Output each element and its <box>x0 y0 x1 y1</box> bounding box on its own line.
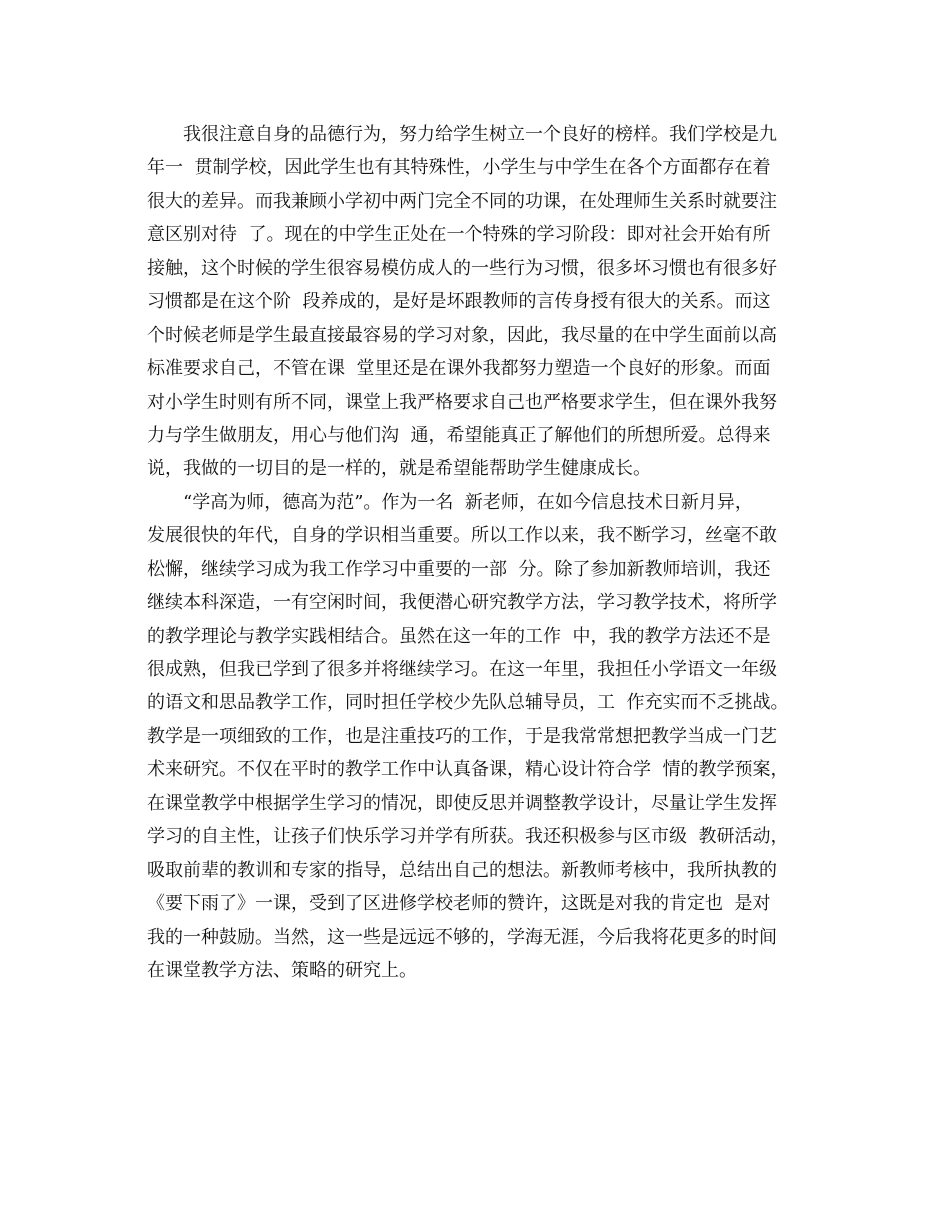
paragraph-continuous-learning <box>147 486 807 988</box>
paragraph-line: 我很注意自身的品德行为，努力给学生树立一个良好的榜样。我们学校是九 <box>183 124 777 145</box>
paragraph-line: 很成熟，但我已学到了很多并将继续学习。在这一年里，我担任小学语文一年级 <box>147 659 777 680</box>
paragraph-line: 个时候老师是学生最直接最容易的学习对象，因此，我尽量的在中学生面前以高 <box>147 324 777 346</box>
paragraph-line: 松懈，继续学习成为我工作学习中重要的一部 分。除了参加新教师培训，我还 <box>147 558 771 580</box>
paragraph-line: 标准要求自己，不管在课 堂里还是在课外我都努力塑造一个良好的形象。而面 <box>147 358 771 380</box>
paragraph-line: 意区别对待 了。现在的中学生正处在一个特殊的学习阶段：即对社会开始有所 <box>147 224 771 246</box>
paragraph-line: 的语文和思品教学工作，同时担任学校少先队总辅导员，工 作充实而不乏挑战。 <box>147 692 789 714</box>
paragraph-line: 在课堂教学方法、策略的研究上。 <box>147 959 417 981</box>
paragraph-line: 很大的差异。而我兼顾小学初中两门完全不同的功课，在处理师生关系时就要注 <box>147 190 777 212</box>
paragraph-line: 继续本科深造，一有空闲时间，我便潜心研究教学方法，学习教学技术，将所学 <box>147 592 777 614</box>
paragraph-line: 习惯都是在这个阶 段养成的，是好是坏跟教师的言传身授有很大的关系。而这 <box>147 291 771 313</box>
paragraph-line: 年一 贯制学校，因此学生也有其特殊性，小学生与中学生在各个方面都存在着 <box>147 157 771 179</box>
paragraph-line: 发展很快的年代，自身的学识相当重要。所以工作以来，我不断学习，丝毫不敢 <box>147 525 777 547</box>
paragraph-line: 吸取前辈的教训和专家的指导，总结出自己的想法。新教师考核中，我所执教的 <box>147 859 777 881</box>
paragraph-line: 力与学生做朋友，用心与他们沟 通，希望能真正了解他们的所想所爱。总得来 <box>147 424 771 446</box>
paragraph-line: 《要下雨了》一课，受到了区进修学校老师的赞许，这既是对我的肯定也 是对 <box>147 893 771 915</box>
paragraph-line: 教学是一项细致的工作，也是注重技巧的工作，于是我常常想把教学当成一门艺 <box>147 725 777 747</box>
paragraph-line: 术来研究。不仅在平时的教学工作中认真备课，精心设计符合学 情的教学预案， <box>147 759 789 781</box>
paragraph-line: 说，我做的一切目的是一样的，就是希望能帮助学生健康成长。 <box>147 458 651 480</box>
document-body <box>147 118 807 987</box>
paragraph-role-model <box>147 118 807 486</box>
paragraph-line: 学习的自主性，让孩子们快乐学习并学有所获。我还积极参与区市级 教研活动， <box>147 826 789 848</box>
paragraph-line: 的教学理论与教学实践相结合。虽然在这一年的工作 中，我的教学方法还不是 <box>147 625 771 647</box>
paragraph-line: 接触，这个时候的学生很容易模仿成人的一些行为习惯，很多坏习惯也有很多好 <box>147 257 777 279</box>
paragraph-line: “学高为师，德高为范”。作为一名 新老师，在如今信息技术日新月异， <box>183 491 753 513</box>
paragraph-line: 对小学生时则有所不同，课堂上我严格要求自己也严格要求学生，但在课外我努 <box>147 391 777 413</box>
paragraph-line: 在课堂教学中根据学生学习的情况，即使反思并调整教学设计，尽量让学生发挥 <box>147 792 777 814</box>
paragraph-line: 我的一种鼓励。当然，这一些是远远不够的，学海无涯，今后我将花更多的时间 <box>147 926 777 948</box>
